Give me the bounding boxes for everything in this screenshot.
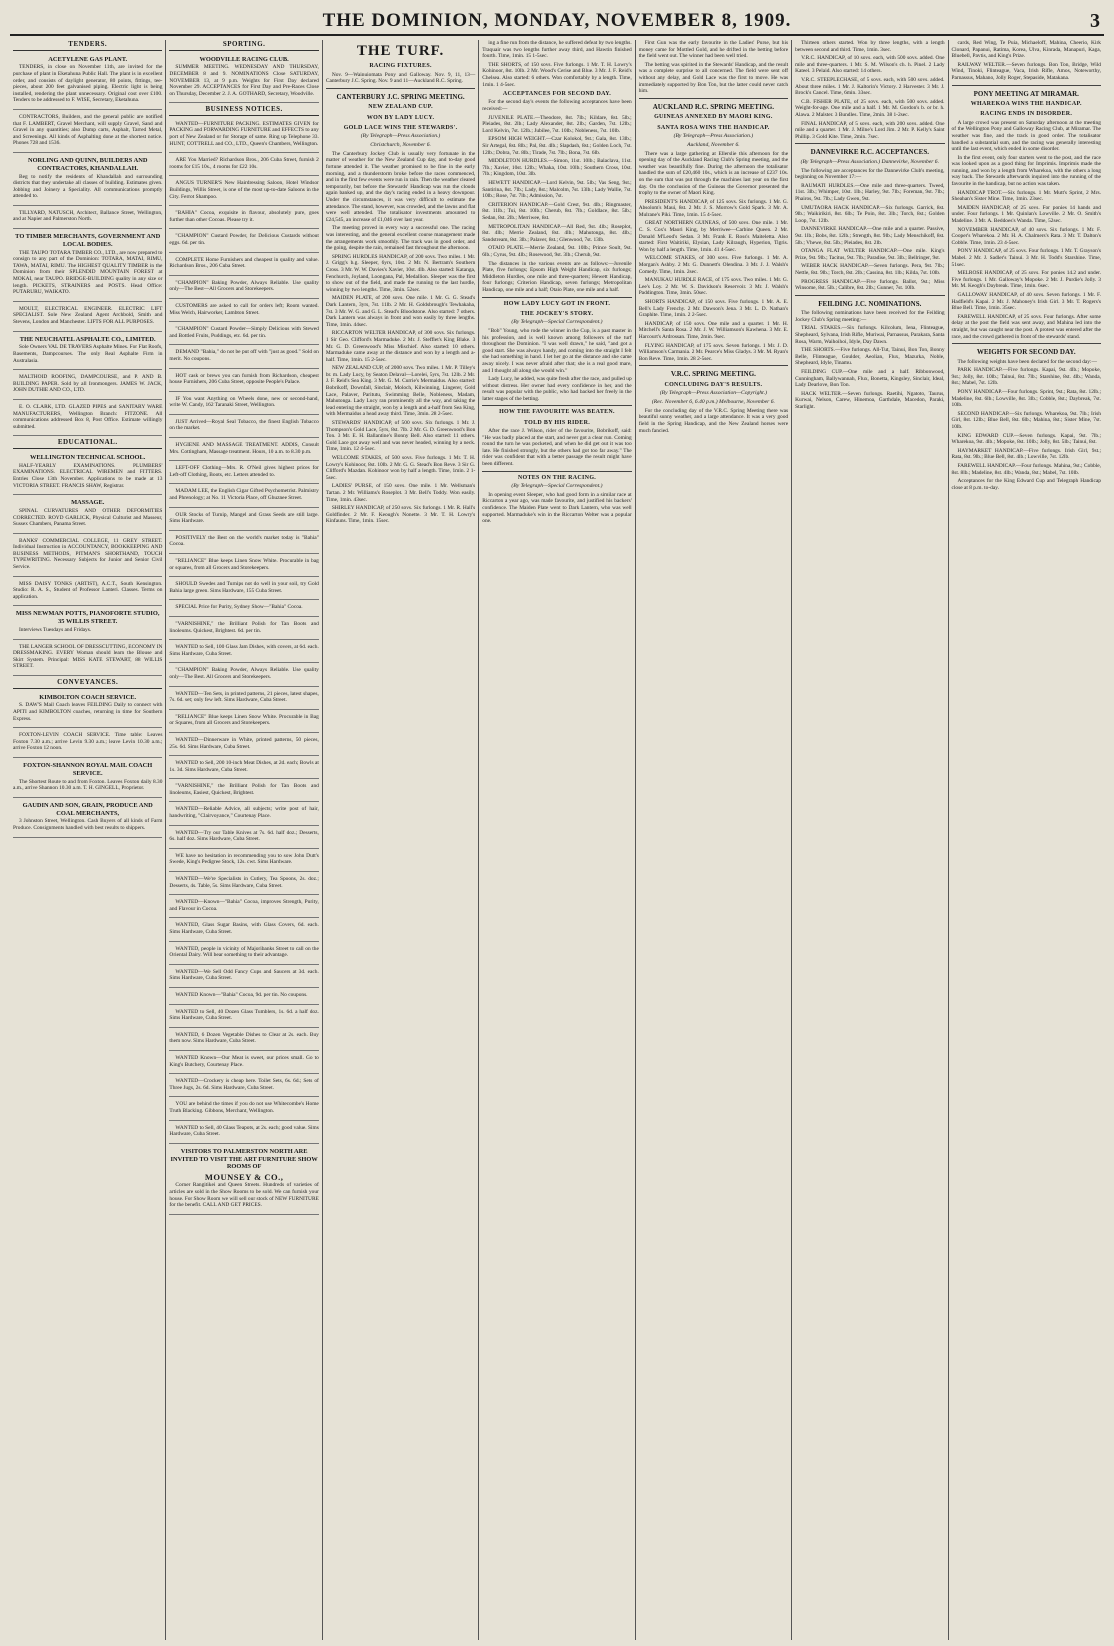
article-paragraph: SHORTS HANDICAP, of 150 sovs. Five furlongs. 1 Mr. A. E. Bell's Lady Frenchy. 2 Mr. Dawson's Jena. 3 Mr. L. D. Nathan's Graphite. Time, 1min. 2 2-5sec. xyxy=(638,299,789,319)
ad-notice xyxy=(169,533,318,554)
article-paragraph: For the concluding day of the V.R.C. Spring Meeting there was beautiful sunny weather, and a large attendance. It was a very good field in the Spring Handicap, and the New Zealand horses were much fancied. xyxy=(638,407,789,434)
article-paragraph: C.B. FISHER PLATE, of 25 sovs. each, with 500 sovs. added. Weight-for-age. One mile and a half. 1 Mr. M. Gordon's b. or br. h. Alawa. 2 Malster. 3 Bundles. Time, 2min. 38 1-2sec. xyxy=(795,98,945,118)
article-paragraph: UMUTAORA HACK HANDICAP.—Six furlongs. Garrick, 8st. 9lb.; Waikirikiri, 8st. 6lb.; Te Poin, 8st. 3lb.; Torch, 8st.; Golden Loop, 7st. 12lb. xyxy=(795,204,945,224)
article-paragraph: PONY HANDICAP.—Four furlongs. Sprint, 9st.; Rata, 8st. 12lb.; Madeline, 8st. 6lb.; Lowville, 8st. 3lb.; Cobble, 8st.; Daybreak, 7st. 10lb. xyxy=(951,389,1101,409)
ad-notice xyxy=(169,417,318,438)
ad-newman-potts xyxy=(13,608,162,639)
ad-moult xyxy=(13,304,162,332)
ad-text: MOULT, ELECTRICAL ENGINEER. ELECTRIC LIFT SPECIALIST. Sole New Zealand Agent Archbold, Smith and Stevens, London and Manchester. LIFTS FOR ALL PURPOSES. xyxy=(13,305,163,326)
ad-text: BANKS' COMMERCIAL COLLEGE, 11 GREY STREET. Individual Instruction in ACCOUNTANCY, BOOKKEEPING AND BUSINESS METHODS, PITMAN'S SHORTHAND, TOUCH TYPEWRITING. Necessary Subjects for Junior and Senior Civil Service. xyxy=(13,537,163,571)
byline: (By Telegraph—Special Correspondent.) xyxy=(511,319,603,326)
ad-foxton-shannon xyxy=(13,760,162,798)
ad-text: WANTED, Glass Sugar Basins, with Glass Covers, 6d. each. Sims Hardware, Cuba Street. xyxy=(169,922,319,935)
ad-text: WANTED—FURNITURE PACKING. ESTIMATES GIVEN for PACKING and FORWARDING FURNITURE and EFFECTS to any port of New Zealand or for Storage of same. Ring up Telephone 33. HUNT, COTTRELL and CO., LTD., Queen's Chambers, Wellington. xyxy=(169,120,319,147)
headline: ACCEPTANCES FOR SECOND DAY. xyxy=(502,91,612,98)
columns xyxy=(10,40,1104,1640)
ad-title: KIMBOLTON COACH SERVICE. xyxy=(39,693,137,701)
article-paragraph: A large crowd was present on Saturday afternoon at the meeting of the Wellington Pony and Galloway Racing Club, at Miramar. The weather was fine, and the track in good order. The totalisator handled a substantial sum, and the racing was generally interesting until the last event, which ended in some disorder. xyxy=(951,119,1101,153)
ad-notice xyxy=(169,1076,318,1097)
headline: AUCKLAND R.C. SPRING MEETING. xyxy=(652,102,775,111)
divider xyxy=(795,295,944,296)
ad-text: MALTHOID ROOFING, DAMPCOURSE, and P. AND B. BUILDING PAPER. Sold by all Ironmongers. JAMES W. JACK, JOHN DUTHIE AND CO., LTD. xyxy=(13,374,163,394)
divider xyxy=(639,98,788,99)
ad-notice xyxy=(169,1007,318,1028)
ad-text: WANTED to Sell, 40 Dozen Glass Tumblers, 1s. 6d. a half doz. Sims Hardware, Cuba Street. xyxy=(169,1008,319,1022)
ad-text: THE LANGER SCHOOL OF DRESSCUTTING, ECONOMY IN DRESSMAKING. EVERY Woman should learn the Blouse and Skirt System. Principal: MISS KATE STEWART, 88 WILLIS STREET. xyxy=(13,643,163,670)
article-paragraph: FLYING HANDICAP, of 175 sovs. Seven furlongs. 1 Mr. J. D. Williamson's Carmania. 2 Mr. Pearce's Miss Gladys. 3 Mr. M. Ryan's Bon Reve. Time, 1min. 28 2-5sec. xyxy=(638,342,789,362)
article-paragraph: The meeting proved in every way a successful one. The racing was interesting, and the general excellent course management made the arrangements work smoothly. The track was in good order, and the going, despite the rain, remained fast throughout the afternoon. xyxy=(325,225,476,252)
article-paragraph: RAUMATI HURDLES.—One mile and three-quarters. Tweed, 11st. 3lb.; Whimper, 10st. 1lb.; Harley, 9st. 7lb.; Foreman, 9st. 7lb.; Phairos, 9st. 7lb.; Lady Gwen, 9st. xyxy=(795,182,945,203)
article-paragraph: THE SHORTS, of 150 sovs. Five furlongs. 1 Mr. T. H. Lowry's Kohinoor, 8st. 10lb. 2 Mr. Wood's Cerise and Blue. 3 Mr. J. F. Reid's Chelsea. Also started: 6 others. Won comfortably by a length. Time, 1min. 1 4-5sec. xyxy=(482,61,632,88)
byline: (By Telegraph—Press Association.) Dannevirke, November 6. xyxy=(800,158,939,165)
article-paragraph: The following weights have been declared for the second day:— xyxy=(957,358,1097,365)
article-paragraph: V.R.C. HANDICAP, of 10 sovs. each, with 500 sovs. added. One mile and three-quarters. 1 Mr. S. M. Wilson's ch. h. Pinel. 2 Lady Kateel. 3 Pelaid. Also started: 14 others. xyxy=(795,55,945,75)
ad-text: S. DAW'S Mail Coach leaves FEILDING Daily to connect with APITI and KIMBOLTON coaches, returning in time for Southern Express. xyxy=(13,702,163,722)
ad-notice xyxy=(169,897,318,918)
ad-text: TENDERS, in close on November 11th, are invited for the purchase of plant in Eketahuna Public Hall. The plant is in excellent order, and consists of daylight generator, 80 points, fittings, tee-pieces, about 200 feet galvanised piping. Electric light is being installed, rendering the plant unnecessary. Original cost over £100. Tenders to be addressed to F. WISE, Secretary, Eketahuna. xyxy=(13,64,163,104)
ad-text: HALF-YEARLY EXAMINATIONS. PLUMBERS' EXAMINATIONS. ELECTRICAL WIREMEN and FITTERS. Entries Close 13th November. Applications to be made at 13 VICTORIA STREET. FRANCIS SHAW, Registrar. xyxy=(13,462,163,489)
headline: HOW LADY LUCY GOT IN FRONT. xyxy=(503,300,611,307)
article-paragraph: Nov. 9—Wainuiomata Pony and Galloway. Nov. 9, 11, 13—Canterbury J.C. Spring. Nov. 9 and 11—Auckland R.C. Spring. xyxy=(325,71,476,85)
ad-packing xyxy=(169,119,318,153)
article-paragraph: Lady Lucy, he added, was quite fresh after the race, and pulled up without distress. Her owner had every confidence in her, and the result was popular with the public, who had backed her freely in the latter stages of the betting. xyxy=(482,376,632,402)
headline: WEIGHTS FOR SECOND DAY. xyxy=(976,348,1076,357)
ad-text: WANTED, people in vicinity of Majoribanks Street to call on the Oriental Dairy. Will bear something to their advantage. xyxy=(169,945,319,959)
ad-notice xyxy=(169,463,318,484)
divider xyxy=(482,471,631,472)
ad-text: COMPLETE Home Furnishers and cheapest in quality and value. Richardson Bros., 206 Cuba Street. xyxy=(169,256,319,270)
ad-text: THE TAUPO TOTARA TIMBER CO., LTD., are now prepared to consign to any part of the Dominion: TOTARA, MATAI, RIMU, TAWA, MATAI, RIMU. The HIGHEST QUALITY TIMBER in the Dominion from their SPLENDID MOUNTAIN FOREST at MOKAI, near TAUPO. BRIDGE-BUILDING quality in any size or length. PICKETS, STRAINERS and POSTS. Head Office: PUTARURU, WAIKATO. xyxy=(13,249,163,296)
article-paragraph: FAREWELL HANDICAP, of 25 sovs. Four furlongs. After some delay at the post the field was sent away, and Mahina led into the straight, but was caught near the post. A protest was entered after the race, and the crowd gathered in front of the stewards' stand. xyxy=(951,313,1101,340)
ad-notice xyxy=(169,1030,318,1051)
column-7 xyxy=(949,40,1104,1640)
article-paragraph: WELCOME STAKES, of 300 sovs. Five furlongs. 1 Mr. A. Morgan's Ashby. 2 Mr. G. Dunnett's Olendina. 3 Mr. J. J. Walsh's Comedy. Time, 1min. 2sec. xyxy=(638,255,789,275)
subheadline: NEW ZEALAND CUP. xyxy=(368,104,433,111)
ad-notice xyxy=(169,602,318,617)
ad-title: THE NEUCHATEL ASPHALTE CO., LIMITED. xyxy=(19,335,156,343)
article-paragraph: After the race J. Wilson, rider of the favourite, Bobrikoff, said: "He was badly placed at the start, and never got a clear run. Coming round the turn he was pocketed, and when he did get out it was too late. He finished strongly, but the others had got too far away." The rider was confident that with a better passage the result might have been different. xyxy=(482,428,632,468)
article-paragraph: MAIDEN HANDICAP, of 25 sovs. For ponies 14 hands and under. Four furlongs. 1 Mr. Quinlan's Lowville. 2 Mr. O. Smith's Madeline. 3 Mr. A. Beddoes's Wanda. Time, 52sec. xyxy=(951,204,1101,225)
ad-text: "RELIANCE" Blue keeps Linen Snow White. Procurable in Bag or Squares, from all Grocers and Storekeepers. xyxy=(169,713,319,727)
article-paragraph: There was a large gathering at Ellerslie this afternoon for the opening day of the Auckland Racing Club's Spring meeting, and the weather was beautifully fine. During the afternoon the totalisator handled the sum of £20,460 10s., which is an increase of £237 10s. on the sum that was put through the machines last year on the first day. On the conclusion of the Guineas the Governor presented the trophy to the owner of Maori King. xyxy=(638,150,789,197)
ad-notice xyxy=(169,324,318,345)
ad-notice xyxy=(169,1123,318,1144)
byline: (By Telegraph—Press Association—Copyright.) xyxy=(659,390,767,397)
ad-text: WANTED—Ten Sets, in printed patterns, 21 pieces, latest shapes, 7s. 6d. set; only few left. Sims Hardware, Cuba Street. xyxy=(169,690,319,704)
page-number: 3 xyxy=(1090,10,1100,32)
ad-title: ACETYLENE GAS PLANT. xyxy=(48,55,128,63)
article-paragraph: HEWETT HANDICAP.—Lord Kelvin, 9st. 5lb.; Vas Seng, 9st.; Santirina, 8st. 7lb.; Lady, 8st.; Malcolm, 7st. 13lb.; Lady Wallie, 7st. 10lb.; Rose, 7st. 7lb.; Admission, 7st. xyxy=(482,180,632,200)
article-paragraph: STEWARDS' HANDICAP, of 500 sovs. Six furlongs. 1 Mr. J. Thompson's Gold Lace, 5yrs, 8st. 7lb. 2 Mr. G. D. Greenwood's Bon Ton. 3 Mr. E. H. Ballantine's Bonny Bell. Also started: 11 others. Gold Lace got away well and was never headed, winning by a neck. Time, 1min. 12 4-5sec. xyxy=(325,420,476,453)
section-head-business: BUSINESS NOTICES. xyxy=(169,105,318,116)
article-paragraph: The betting was spirited in the Stewards' Handicap, and the result was a complete surprise to all concerned. The field were sent off without any delay, and Gold Lace was the first to move. He was immediately supported by Bon Ton, but the latter could never catch him. xyxy=(638,61,789,95)
ad-notice xyxy=(169,208,318,229)
ad-text: WANTED Known—Our Meat is sweet, our prices small. Go to King's Butchery, Courtenay Place. xyxy=(169,1054,319,1068)
ad-notice xyxy=(169,689,318,710)
ad-text: ARE You Married? Richardson Bros., 206 Cuba Street, furnish 2 rooms for £15 10s., 4 rooms for £22 10s. xyxy=(169,157,319,170)
article-paragraph: "Bob" Young, who rode the winner in the Cup, is a past master in his profession, and is well known among followers of the turf throughout the Dominion. "I was well drawn," he said, "and got a good start. She was always handy, and coming into the straight I felt she had something in hand. I let her go at the distance and she came away nicely. I was never afraid after that; she is a real good mare, and I thought all along she would win." xyxy=(482,327,632,374)
ad-notice xyxy=(169,642,318,663)
article-paragraph: SHIRLEY HANDICAP, of 250 sovs. Six furlongs. 1 Mr. R. Hall's Goldfinder. 2 Mr. F. Keough's Nonette. 3 Mr. T. H. Lowry's Kinfauns. Time, 1min. 15sec. xyxy=(325,505,476,525)
ad-text: "VARNISHINE," the Brilliant Polish for Tan Boots and linoleums, Easiest, Quickest, Brightest. xyxy=(169,783,319,796)
dateline: (Rec. November 6, 6.40 p.m.) Melbourne, November 6. xyxy=(651,399,775,405)
ad-notice xyxy=(169,619,318,640)
article-paragraph: GALLOWAY HANDICAP, of 40 sovs. Seven furlongs. 1 Mr. F. Hadfield's Kapai. 2 Mr. J. Mahoney's Irish Girl. 3 Mr. T. Rogers's Blue Bell. Time, 1min. 35sec. xyxy=(951,291,1101,312)
ad-text: WANTED—We're Specialists in Cutlery, Tea Spoons, 2s. doz.; Desserts, 4s. Table, 5s. Sims Hardware, Cuba Street. xyxy=(169,876,319,889)
article-paragraph: PRESIDENT'S HANDICAP, of 125 sovs. Six furlongs. 1 Mr. G. Absolom's Maui, 8st. 2 Mr. J. S. Morrow's Gold Spark. 3 Mr. A. Mulrane's Piki. Time, 1min. 15 4-5sec. xyxy=(638,198,789,218)
ad-text: Corner Rangitikei and Queen Streets. Hundreds of varieties of articles are sold in the Show Rooms to be sold. We can furnish your house. For Show Room we will sell our stock of NEW FURNITURE for the benefit. CALL AND GET PRICES. xyxy=(169,1182,319,1209)
ad-title: GAUDIN AND SON, GRAIN, PRODUCE AND COAL MERCHANTS, xyxy=(22,801,153,817)
ad-notice xyxy=(169,255,318,276)
headline: DANNEVIRKE R.C. ACCEPTANCES. xyxy=(810,148,929,157)
article-paragraph: MANUKAU HURDLE RACE, of 175 sovs. Two miles. 1 Mr. G. Lee's Loy. 2 Mr. W. S. Davidson's Reservoir. 3 Mr. J. Walsh's Paddington. Time, 3min. 50sec. xyxy=(638,277,789,297)
ad-text: WANTED—Known—"Bahia" Cocoa, improves Strength, Purity, and Flavour in Cocoa. xyxy=(169,899,319,912)
ad-notice xyxy=(169,967,318,988)
article-paragraph: cards, Red Wing, Te Puia, Michaeloff, Mahina, Cheerio, Kirk Clonard, Papanui, Ratima, Korea, Ulva, Kinrada, Manapuri, Kaga, Bluebell, Pavtis, and King's Prize. xyxy=(951,40,1101,60)
ad-notice xyxy=(169,874,318,895)
ad-notice xyxy=(169,758,318,779)
ad-text: Sole Owners VAL DE TRAVERS Asphalte Mines. For Flat Roofs, Basements, Dampcourses. The only Real Asphalte Firm in Australasia. xyxy=(13,344,163,364)
ad-notice xyxy=(169,804,318,825)
ad-clark xyxy=(13,402,162,436)
ad-notice xyxy=(169,851,318,872)
article-paragraph: CRITERION HANDICAP.—Gold Crest, 9st. 4lb.; Ringmaster, 8st. 11lb.; Tui, 8st. 10lb.; Cherub, 8st. 7lb.; Goldlace, 8st. 5lb.; Sedan, 8st. 2lb.; Merriwee, 8st. xyxy=(482,201,632,221)
divider xyxy=(952,343,1101,344)
divider xyxy=(795,143,944,144)
ad-notice xyxy=(169,155,318,176)
ad-massage xyxy=(13,497,162,534)
ad-text: HOT cask or brews you can furnish from Richardson, cheapest house Furnishers, 206 Cuba Street, opposite People's Palace. xyxy=(169,372,319,386)
column-4 xyxy=(479,40,635,1640)
article-paragraph: FEILDING CUP.—One mile and a half. Ribbonwood, Cunningham, Ballywannah, Flux, Bonetta, Kingsley, Sinclair, Ideal, Lady Dearlove, Bon Ton. xyxy=(795,369,945,389)
ad-notice xyxy=(169,347,318,368)
headline: FEILDING J.C. NOMINATIONS. xyxy=(818,299,922,308)
ad-tillyard xyxy=(13,208,162,229)
masthead-title: THE DOMINION, MONDAY, NOVEMBER 8, 1909. xyxy=(322,10,792,31)
ad-neuchatel xyxy=(13,334,162,371)
article-paragraph: First Gun was the early favourite in the Ladies' Purse, but his money came for Mottled Gold, and he drifted in the betting before the field went out. The winner had been well tried. xyxy=(638,40,789,60)
ad-text: SHOULD Swedes and Turnips not do well in your soil, try Gold Bahia large green. Sims Hardware, 155 Cuba Street. xyxy=(169,581,319,594)
ad-text: SUMMER MEETING. WEDNESDAY AND THURSDAY, DECEMBER 8 and 9. NOMINATIONS Close SATURDAY, NOVEMBER 13, at 9 p.m. Weights for First Day declared November 29. ACCEPTANCES for First Day and Pre-Races Close on Thursday, December 2. J. A. GOTHARD, Secretary, Woodville. xyxy=(169,64,319,97)
article-paragraph: FINAL HANDICAP, of 5 sovs. each, with 200 sovs. added. One mile and a quarter. 1 Mr. J. Milne's Lord Jim. 2 Mr. P. Kelly's Saint Phillip. 3 Gold Kite. Time, 2min. 7sec. xyxy=(795,120,945,140)
article-paragraph: NEW ZEALAND CUP, of 2000 sovs. Two miles. 1 Mr. P. Tilley's br. m. Lady Lucy, by Seaton Delaval—Lorelei, 5yrs, 7st. 12lb. 2 Mr. J. F. Reid's Sea King. 3 Mr. G. M. Currie's Mermaidus. Also started: Bobrikoff, Downfall, Sinclair, Moloch, Kilwinning, Lingerer, Gold Lace, Palaver, Paritutu, Swimming Belle, Nobleness, Madam, Mahutonga. Lady Lucy ran prominently all the way, and taking the lead entering the straight, won by a length and a-half from Sea King, with Mermaidus a head away third. Time, 3min. 28 2-5sec. xyxy=(325,365,476,418)
ad-notice xyxy=(169,920,318,941)
ad-foxton-levin xyxy=(13,730,162,758)
subheadline: RACING ENDS IN DISORDER. xyxy=(980,111,1073,118)
article-paragraph: THE SHORTS.—Five furlongs. All-Tut, Tainui, Bon Ton, Bonny Belle, Flinteague, Goulder, Aeolian, Flux, Mazurka, Noble, Shepheard, Idyle, Tinamu. xyxy=(795,347,945,367)
ad-notice xyxy=(169,579,318,600)
ad-text: IF You want Anything on Wheels done, new or second-hand, write W. Candy, 162 Taranaki Street, Wellington. xyxy=(169,395,319,409)
article-paragraph: GREAT NORTHERN GUINEAS, of 500 sovs. One mile. 1 Mr. C. S. Cox's Maori King, by Merriwee—Carbine Queen. 2 Mr. Donald M'Leod's Sedan. 3 Mr. Frank E. Ross's Maiteletta. Also started: First Waitiriki, Elysian, Lady Kilraugh, Hyperion, Tigris. Won by half a length. Time, 1min. 41 4-5sec. xyxy=(638,220,789,253)
column-5 xyxy=(636,40,792,1640)
article-paragraph: The Canterbury Jockey Club is usually very fortunate in the matter of weather for the New Zealand Cup day, and to-day good fortune attended it. The weather promised to be fine in the early morning, and a thunderstorm broke before the races commenced, and in the first few events were run in rain. Then the weather cleared temporarily, but before the Stewards' Handicap was run the clouds again banked up, and the day's racing ended in a heavy downpour. Under the circumstances, it was very difficult to estimate the attendance. The stand, however, was crowded, and the lawns and flat were well attended. The totalisator investments amounted to £24,545, an increase of £1,046 over last year. xyxy=(325,150,476,223)
ad-notice xyxy=(169,394,318,415)
divider xyxy=(482,297,631,298)
column-6 xyxy=(792,40,948,1640)
ad-notice xyxy=(169,735,318,756)
ad-kimbolton xyxy=(13,692,162,729)
article-paragraph: SPRING HURDLES HANDICAP, of 200 sovs. Two miles. 1 Mr. J. Grigg's b.g. Sleeper, 6yrs, 10st. 2 Mr. N. Bertram's Southern Cross. 3 Mr. W. W. Davies's Xavier, 10st. 4lb. Also started: Katanga, Fenchurch, Joyland, Loongana, Pal, Medallion. Sleeper was the first to show out of the field, and made the running to the last hurdle, winning by two lengths. Time, 3min. 52sec. xyxy=(325,253,476,293)
article-paragraph: SECOND HANDICAP.—Six furlongs. Wharekoa, 9st. 7lb.; Irish Girl, 8st. 12lb.; Blue Bell, 8st. 6lb.; Mahina, 8st.; Sister Mine, 7st. 10lb. xyxy=(951,410,1101,430)
subheadline: GOLD LACE WINS THE STEWARDS'. xyxy=(343,124,458,131)
article-paragraph: KING EDWARD CUP.—Seven furlongs. Kapai, 9st. 7lb.; Wharekoa, 9st. 4lb.; Mopoke, 8st. 10lb.; Jolly, 8st. 5lb.; Tainui, 8st. xyxy=(951,432,1101,446)
ad-notice xyxy=(169,301,318,322)
ad-text: "VARNISHINE," the Brilliant Polish for Tan Boots and linoleums. Quickest, Brightest. 6d. per tin. xyxy=(169,620,319,634)
ad-langer-school xyxy=(13,642,162,676)
ad-title: WOODVILLE RACING CLUB. xyxy=(199,55,289,63)
ad-text: HYGIENE AND MASSAGE TREATMENT. ADDIS, Consult Mrs. Cottingham, Massage treatment. Hours, 10 a.m. to 8.30 p.m. xyxy=(169,442,319,455)
ad-text: WANTED, 6 Dozen Vegetable Dishes to Clear at 2s. each. Buy them now. Sims Hardware, Cuba Street. xyxy=(169,1031,319,1045)
article-paragraph: WELCOME STAKES, of 500 sovs. Five furlongs. 1 Mr. T. H. Lowry's Kohinoor, 8st. 10lb. 2 Mr. G. G. Stead's Bon Reve. 3 Sir G. Clifford's Mazdan. Kohinoor won by half a length. Time, 1min. 2 1-5sec. xyxy=(325,455,476,481)
headline: CANTERBURY J.C. SPRING MEETING. xyxy=(336,92,465,101)
ad-title: NORLING AND QUINN, BUILDERS AND CONTRACTORS, KHANDALLAH. xyxy=(27,156,148,172)
ad-text: "CHAMPION" Baking Powder, Always Reliable. Use quality only—The Best. All Grocers and Storekeepers. xyxy=(169,667,319,680)
ad-notice xyxy=(169,990,318,1005)
divider xyxy=(326,88,475,89)
ad-text: "BAHIA" Cocoa, exquisite in flavour, absolutely pure, goes further than other Cocoas. Please try it. xyxy=(169,210,319,223)
article-paragraph: HANDICAP TROT.—Six furlongs. 1 Mr. Mutt's Sprint, 2 Mrs. Sheahan's Sister Mine. Time, 1min. 23sec. xyxy=(951,189,1101,203)
article-paragraph: NOVEMBER HANDICAP, of 40 sovs. Six furlongs. 1 Mr. F. Cooper's Wharekoa. 2 Mr. H. A. Chalmers's Rata. 3 Mr. T. Dalton's Cobble. Time, 1min. 23 4-5sec. xyxy=(951,226,1101,246)
ad-notice xyxy=(169,828,318,849)
headline: HOW THE FAVOURITE WAS BEATEN. xyxy=(499,409,615,416)
ad-title: TO TIMBER MERCHANTS, GOVERNMENT AND LOCAL BODIES. xyxy=(15,233,161,248)
ad-text: WANTED—Reliable Advice, all subjects; write post of hair, handwriting, "Clairvoyance," Courtenay Place. xyxy=(169,806,319,820)
article-paragraph: EPSOM HIGH WEIGHT.—Czar Kolokol, 9st.; Gala, 8st. 13lb.; Sir Artegal, 8st. 8lb.; Pal, 8st. 4lb.; Slapdash, 8st.; Golden Loch, 7st. 12lb.; Dobra, 7st. 8lb.; Tirade, 7st. 7lb.; Bona, 7st. 6lb. xyxy=(482,136,632,156)
ad-text: WE have no hesitation in recommending you to sow John Dutt's Swede, King's Pedigree Stock, 12s. cwt. Sims Hardware. xyxy=(169,852,319,866)
headline: PONY MEETING AT MIRAMAR. xyxy=(973,89,1079,98)
ad-title: MASSAGE. xyxy=(71,499,105,507)
ad-notice xyxy=(169,665,318,686)
ad-timber xyxy=(13,231,162,302)
ad-text: LEFT-OFF Clothing—Mrs. R. O'Neil gives highest prices for Left-off Clothing, Boots, etc. Letters attended to. xyxy=(169,465,319,478)
article-paragraph: RAILWAY WELTER.—Seven furlongs. Bon Ton, Bridge, Wild Wind, Tinoki, Flinteague, Vaca, Irish Rifle, Amos, Noteworthy, Parnassus, Mahano, Jolly Roger, Stepaside, Matakana. xyxy=(951,61,1101,81)
ad-technical-school xyxy=(13,452,162,495)
ad-notice xyxy=(169,371,318,392)
article-paragraph: In opening event Sleeper, who had good form in a similar race at Riccarton a year ago, was made favourite, and justified his backers' confidence. The Maiden Plate went to Dark Lantern, who was well supported. Marmaduke's win in the Riccarton Welter was a popular one. xyxy=(482,491,632,525)
article-paragraph: V.R.C. STEEPLECHASE, of 5 sovs. each, with 500 sovs. added. About three miles. 1 Mr. J. Kaltorin's Victory. 2 Harvester. 3 Mr. J. Brock's Cancel. Time, 6min. 33sec. xyxy=(795,76,945,97)
ad-text: MADAM LEE, the English Cigar Gifted Psychometrist. Palmistry and Phrenology; at No. 11 Victoria Place, off Ghuznee Street. xyxy=(169,488,319,502)
byline: (By Telegraph—Special Correspondent.) xyxy=(511,482,603,489)
ad-text: FOXTON-LEVIN COACH SERVICE. Time table: Leaves Foxton 7.30 a.m.; arrive Levin 9.30 a.m.; leave Levin 10.30 a.m.; arrive Foxton 12 noon. xyxy=(13,732,163,752)
column-2 xyxy=(166,40,322,1640)
article-paragraph: LADIES' PURSE, of 150 sovs. One mile. 1 Mr. Wellsman's Tartan. 2 Mr. Williams's Roseplot. 3 Mr. Bell's Toddy. Won easily. Time, 1min. 43sec. xyxy=(325,483,476,503)
ad-woodville xyxy=(169,54,318,104)
article-paragraph: HAYMARKET HANDICAP.—Five furlongs. Irish Girl, 9st.; Rata, 8st. 9lb.; Blue Bell, 8st. 4lb.; Lowville, 7st. 12lb. xyxy=(951,447,1101,461)
subheadline: WHAREKOA WINS THE HANDICAP. xyxy=(970,101,1082,108)
ad-title: FOXTON-SHANNON ROYAL MAIL COACH SERVICE. xyxy=(23,761,153,777)
ad-text: "CHAMPION" Custard Powder, for Delicious Custards without eggs. 6d. per tin. xyxy=(169,233,319,246)
ad-banks-college xyxy=(13,536,162,577)
section-head-sporting: SPORTING. xyxy=(169,40,318,51)
ad-text: Beg to notify the residents of Khandallah and surrounding districts that they undertake all classes of building. Estimates given. Jobbing and Joinery a Speciality. All communications promptly attended to. xyxy=(13,173,163,200)
byline: (By Telegraph—Press Association.) xyxy=(360,133,441,140)
article-paragraph: Acceptances for the King Edward Cup and Telegraph Handicap close at 8 p.m. to-day. xyxy=(951,478,1101,491)
section-head-educational: EDUCATIONAL. xyxy=(13,438,162,449)
ad-norling-quinn xyxy=(13,155,162,206)
ad-text: ANGUS TURNER'S New Hairdressing Saloon, Hotel Windsor Buildings, Willis Street, is one of the most up-to-date Saloons in the City. Ferrot Shampoo. xyxy=(169,180,319,200)
ad-text: Interviews Tuesdays and Fridays. xyxy=(19,627,92,634)
article-paragraph: MELROSE HANDICAP, of 25 sovs. For ponies 14.2 and under. Five furlongs. 1 Mr. Galloway's Mopoke. 2 Mr. J. Purdie's Jolly. 3 Mr. M. Keogh's Daybreak. Time, 1min. 6sec. xyxy=(951,270,1101,290)
article-paragraph: The distances in the various events are as follows:—Juvenile Plate, five furlongs; Epsom High Weight Handicap, six furlongs; Middleton Hurdles, one mile and three-quarters; Hewett Handicap, four furlongs; Criterion Handicap, seven furlongs; Metropolitan Handicap, one mile and a half; Otaio Plate, one mile and a half. xyxy=(482,260,632,293)
section-head-conveyances: CONVEYANCES. xyxy=(13,678,162,689)
article-paragraph: WEBER HACK HANDICAP.—Seven furlongs. Pera, 9st. 7lb.; Nettle, 8st. 9lb.; Torch, 8st. 2lb.; Cassina, 8st. 1lb.; Kilda, 7st. 10lb. xyxy=(795,263,945,276)
article-paragraph: OTANGA FLAT WELTER HANDICAP.—One mile. King's Prize, 9st. 9lb.; Tacitus, 9st. 7lb.; Paradise, 9st. 3lb.; Bellringer, 9st. xyxy=(795,248,945,261)
ad-title: VISITORS TO PALMERSTON NORTH ARE INVITED TO VISIT THE ART FURNITURE SHOW ROOMS OF xyxy=(170,1147,318,1171)
ad-text: POSITIVELY the Best on the world's market today is "Bahia" Cocoa. xyxy=(169,534,319,548)
byline: (By Telegraph—Press Association.) xyxy=(673,132,754,139)
ad-text: 3 Johnston Street, Wellington. Cash Buyers of all kinds of Farm Produce. Consignments handled with best results to shippers. xyxy=(13,818,163,831)
ad-notice xyxy=(169,944,318,965)
ad-text: MISS DAISY TONKS (ARTIST), A.C.T., South Kensington. Studio: R. A. S., Student of Professor Lanteri. Classes. Terms on application. xyxy=(13,580,163,600)
ad-text: E. O. CLARK, LTD. GLAZED PIPES and SANITARY WARE MANUFACTURERS, Wellington Branch: FITZONE. All communications addressed Box 8, Post Office. Estimate willingly submitted. xyxy=(13,404,163,430)
article-paragraph: PARK HANDICAP.—Five furlongs. Kapai, 9st. 4lb.; Mopoke, 9st.; Jolly, 8st. 10lb.; Tainui, 8st. 7lb.; Starshine, 8st. 4lb.; Wanda, 8st.; Mabel, 7st. 12lb. xyxy=(951,367,1101,387)
ad-notice xyxy=(169,510,318,531)
ad-notice xyxy=(169,278,318,299)
ad-text: OUR Stocks of Turnip, Mangel and Grass Seeds are still large. Sims Hardware. xyxy=(169,511,319,525)
section-head-tenders: TENDERS. xyxy=(13,40,162,51)
article-paragraph: FAREWELL HANDICAP.—Four furlongs. Mahina, 9st.; Cobble, 8st. 8lb.; Madeline, 8st. 4lb.; Wanda, 8st.; Mabel, 7st. 10lb. xyxy=(951,462,1101,476)
ad-acetylene xyxy=(13,54,162,110)
article-paragraph: In the first event, only four starters went to the post, and the race was looked upon as a good thing for Imprimis. Imprimis made the running, and won by a length from Wharekoa, with the others a long way back. The Stewards afterwards inquired into the running of the favourite in the handicap, but no action was taken. xyxy=(951,154,1101,188)
article-paragraph: DANNEVIRKE HANDICAP.—One mile and a quarter. Passive, 9st. 1lb.; Bobs, 8st. 12lb.; Strength, 8st. 9lb.; Lady Menschikoff, 8st. 5lb.; Vhewe, 8st. 5lb.; Pleiades, 8st. 2lb. xyxy=(795,226,945,246)
article-paragraph: RICCARTON WELTER HANDICAP, of 300 sovs. Six furlongs. 1 Sir Geo. Clifford's Marmaduke. 2 Mr. J. Stefflet's King Blake. 3 Mr. G. D. Greenwood's Miss Mischief. Also started: 10 others. Marmaduke came away at the distance and won by a length and a-half. Time, 1min. 15 2-5sec. xyxy=(325,330,476,363)
article-paragraph: Thirteen others started. Won by three lengths, with a length between second and third. Time, 1min. 3sec. xyxy=(795,40,945,53)
subheadline: TOLD BY HIS RIDER. xyxy=(523,419,591,426)
article-paragraph: The following nominations have been received for the Feilding Jockey Club's Spring meeting:— xyxy=(795,310,945,323)
column-1 xyxy=(10,40,166,1640)
ad-notice xyxy=(169,556,318,577)
article-paragraph: HACK WELTER.—Seven furlongs. Raetihi, Ngatoto, Taurus, Kurwai, Nelson, Carew, Hinemoa, Garthdale, Macedon, Paraki, Starlight. xyxy=(795,390,945,410)
ad-text: WANTED to Sell, 40 Glass Teapots, at 2s. each; good value. Sims Hardware, Cuba Street. xyxy=(169,1124,319,1138)
ad-notice xyxy=(169,1099,318,1120)
ad-notice xyxy=(169,231,318,252)
ad-title: MISS NEWMAN POTTS, PIANOFORTE STUDIO, 35 WILLIS STREET. xyxy=(15,610,160,626)
ad-text: TILLYARD, NATUSCH, Architect, Ballance Street, Wellington, and at Napier and Palmerston North. xyxy=(13,209,163,223)
ad-text: The Shortest Route to and from Foxton. Leaves Foxton daily 8.30 a.m., arrive Shannon 10.30 a.m. T. H. GINGELL, Proprietor. xyxy=(13,778,163,792)
ad-text: WANTED—Try our Table Knives at 7s. 6d. half doz.; Desserts, 6s. half doz. Sims Hardware, Cuba Street. xyxy=(169,829,319,843)
article-paragraph: JUVENILE PLATE.—Theodore, 8st. 7lb.; Kildare, 8st. 5lb.; Pleiades, 8st. 2lb.; Lady Alexander, 8st. 2lb.; Garden, 7st. 12lb.; Lord Kelvin, 7st. 12lb.; Jubilee, 7st. 10lb.; Nobleness, 7st. 10lb. xyxy=(482,114,632,134)
headline: NOTES ON THE RACING. xyxy=(517,474,597,481)
divider xyxy=(639,365,788,366)
ad-notice xyxy=(169,440,318,461)
ad-text: JUST Arrived—Royal Seal Tobacco, the finest English Tobacco on the market. xyxy=(169,418,319,432)
article-paragraph: TRIAL STAKES.—Six furlongs. Kilcolum, Iena, Flinteague, Shepheard, Sylvana, Irish Rifle, Muriwai, Parnassus, Parakara, Santa Rosa, Warm, Waihoihoi, Idyle, Day Dawn. xyxy=(795,325,945,345)
headline: RACING FIXTURES. xyxy=(369,63,432,70)
subheadline: THE JOCKEY'S STORY. xyxy=(520,310,594,317)
subheadline: WON BY LADY LUCY. xyxy=(366,114,435,121)
subheadline: GUINEAS ANNEXED BY MAORI KING. xyxy=(654,114,773,121)
ad-mounsey xyxy=(169,1146,318,1215)
ad-text: WANTED—Dinnerware in White, printed patterns, 50 pieces, 25s. 6d. Sims Hardware, Cuba Street. xyxy=(169,736,319,750)
ad-big-title: MOUNSEY & CO., xyxy=(204,1172,284,1183)
ad-text: DEMAND "Bahia," do not be put off with "just as good." Sold on merit. No coupons. xyxy=(169,349,319,362)
ad-text: YOU are behind the times if you do not use Whitecombe's Home Truth Blacking. Gibbons, Merchant, Wellington. xyxy=(169,1101,319,1114)
ad-text: WANTED to Sell, 200 10-inch Meat Dishes, at 2d. each; Bowls at 1s. 3d. Sims Hardware, Cuba Street. xyxy=(169,760,319,773)
ad-notice xyxy=(169,486,318,507)
article-paragraph: HANDICAP, of 150 sovs. One mile and a quarter. 1 Mr. H. Mitchell's Santa Rosa. 2 Mr. J. W. Williamson's Kawhena. 3 Mr. E. Harcourt's Ardrossan. Time, 2min. 9sec. xyxy=(638,320,789,340)
dateline: Christchurch, November 6. xyxy=(370,142,431,149)
ad-text: "CHAMPION" Baking Powder, Always Reliable. Use quality only—The Best—All Grocers and Storekeepers. xyxy=(169,279,319,293)
ad-text: WANTED—Crockery is cheap here. Toilet Sets, 6s. 6d.; Sets of Three Jugs, 2s. 6d. Sims Hardware, Cuba Street. xyxy=(169,1078,319,1091)
article-paragraph: MAIDEN PLATE, of 200 sovs. One mile. 1 Mr. G. G. Stead's Dark Lantern, 3yrs, 7st. 11lb. 2 Mr. H. Goldsbrough's Tewhakaha, 7st. 3 Mr. W. G. and G. L. Stead's Bloodstone. Also started: 7 others. Dark Lantern was always in front and won easily by three lengths. Time, 1min. 44sec. xyxy=(325,295,476,328)
article-paragraph: METROPOLITAN HANDICAP.—All Red, 9st. 4lb.; Roseplot, 8st. 4lb.; Merrie Zealand, 8st. 4lb.; Mahutonga, 8st. 4lb.; Sandstream, 8st. 3lb.; Palaver, 8st.; Glenwood, 7st. 13lb. xyxy=(482,223,632,243)
column-3 xyxy=(323,40,479,1640)
article-paragraph: The following are acceptances for the Dannevirke Club's meeting, beginning on November 17:— xyxy=(795,167,945,181)
article-paragraph: For the second day's events the following acceptances have been received:— xyxy=(482,99,632,113)
ad-text: WANTED—We Sell Odd Fancy Cups and Saucers at 3d. each. Sims Hardware, Cuba Street. xyxy=(169,968,319,982)
ad-gaudin xyxy=(13,800,162,838)
article-paragraph: MIDDLETON HURDLES.—Simon, 11st. 10lb.; Balaclava, 11st. 7lb.; Xavier, 10st. 12lb.; Whaka, 10st. 10lb.; Southern Cross, 10st. 7lb.; Kingdom, 10st. 3lb. xyxy=(482,158,632,178)
ad-malthoid xyxy=(13,372,162,400)
ad-contractors xyxy=(13,112,162,153)
ad-text: SPINAL CURVATURES AND OTHER DEFORMITIES CORRECTED. ROYD GARLICK, Physical Culturist and Masseur, Sussex Chambers, Panama Street. xyxy=(13,507,163,528)
masthead xyxy=(10,8,1104,36)
ad-text: WANTED to Sell, 100 Glass Jam Dishes, with covers, at 6d. each. Sims Hardware, Cuba Street. xyxy=(169,644,319,657)
article-paragraph: OTAIO PLATE.—Merrie Zealand, 9st. 10lb.; Prince Soult, 9st. 6lb.; Cyrus, 9st. 4lb.; Rosewood, 9st. 3lb.; Cherub, 9st. xyxy=(482,245,632,258)
ad-text: CUSTOMERS are asked to call for orders left; Room wanted. Miss Welch, Hairworker, Lambton Street. xyxy=(169,302,319,316)
ad-text: "CHAMPION" Custard Powder—Simply Delicious with Stewed and Bottled Fruits, Puddings, etc. 6d. per tin. xyxy=(169,326,319,339)
ad-text: SPECIAL Price for Purity, Sydney Show—"Bahia" Cocoa. xyxy=(175,604,303,611)
ad-text: "RELIANCE" Blue keeps Linen Snow White. Procurable in bag or squares, from all Grocers and Storekeepers. xyxy=(169,558,319,571)
divider xyxy=(952,85,1101,86)
ad-notice xyxy=(169,178,318,206)
subheadline: SANTA ROSA WINS THE HANDICAP. xyxy=(657,124,770,131)
dateline: Auckland, November 6. xyxy=(687,141,740,148)
ad-text: CONTRACTORS, Builders, and the general public are notified that F. LAMBERT, Gravel Merchant, will supply Gravel, Sand and Gravel in any quantities; also Dump carts, Asphalt, Tarred Metal, and Screenings. All kinds of Asphalting done at the shortest notice. Phones 728 and 1536. xyxy=(13,113,163,147)
section-title-turf: THE TURF. xyxy=(356,43,445,59)
article-paragraph: PONY HANDICAP, of 25 sovs. Four furlongs. 1 Mr. T. Grayson's Mabel. 2 Mr. J. Sadler's Tainui. 3 Mr. H. Todd's Starshine. Time, 51sec. xyxy=(951,248,1101,268)
subheadline: CONCLUDING DAY'S RESULTS. xyxy=(664,381,763,388)
ad-title: WELLINGTON TECHNICAL SCHOOL. xyxy=(30,453,146,461)
ad-text: WANTED Known—"Bahia" Cocoa, 9d. per tin. No coupons. xyxy=(175,991,308,998)
ad-notice xyxy=(169,781,318,802)
ad-notice xyxy=(169,712,318,733)
article-paragraph: ing a fine run from the distance, he suffered defeat by two lengths. Traquair was two lengths further away third, and Hawtin finished fourth. Time, 1min. 15 1-5sec. xyxy=(482,40,632,60)
headline: V.R.C. SPRING MEETING. xyxy=(670,370,756,379)
ad-notice xyxy=(169,1053,318,1074)
ad-daisy-tonks xyxy=(13,579,162,607)
article-paragraph: PROGRESS HANDICAP.—Five furlongs. Ballot, 9st.; Miss Winsome, 8st. 5lb.; Calibre, 8st. 2lb.; Gunner, 7st. 10lb. xyxy=(795,278,945,292)
divider xyxy=(482,405,631,406)
